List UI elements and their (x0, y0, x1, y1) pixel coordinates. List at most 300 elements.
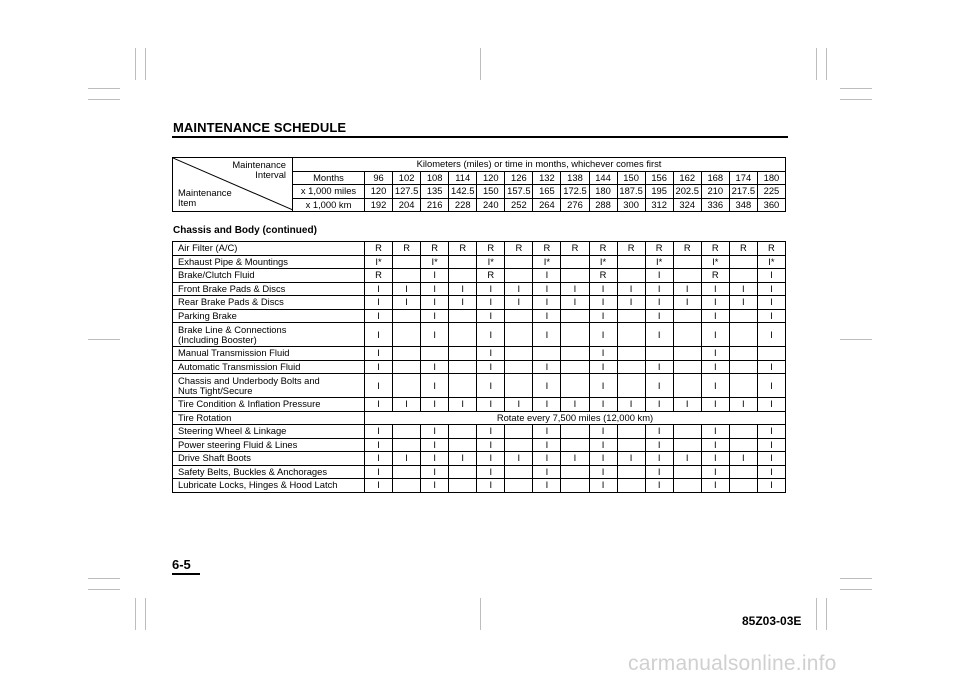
crop-mark (88, 578, 120, 579)
item-value-cell: I (617, 282, 645, 296)
item-value-cell: I (477, 296, 505, 310)
item-name-cell: Tire Rotation (173, 411, 365, 425)
item-value-cell (421, 347, 449, 361)
interval-value-cell: 132 (533, 171, 561, 185)
interval-value-cell: 210 (701, 185, 729, 199)
crop-mark (840, 589, 872, 590)
item-value-cell (729, 465, 757, 479)
item-value-cell (729, 269, 757, 283)
item-value-cell (449, 269, 477, 283)
item-value-cell: R (589, 242, 617, 256)
interval-value-cell: 165 (533, 185, 561, 199)
item-name-cell: Lubricate Locks, Hinges & Hood Latch (173, 479, 365, 493)
item-value-cell (561, 374, 589, 398)
interval-heading: Kilometers (miles) or time in months, whichever comes first (293, 158, 786, 172)
item-name-cell: Air Filter (A/C) (173, 242, 365, 256)
item-value-cell (449, 255, 477, 269)
item-value-cell: I (757, 296, 785, 310)
item-value-cell (617, 425, 645, 439)
item-value-cell: I (561, 452, 589, 466)
interval-value-cell: 142.5 (449, 185, 477, 199)
item-value-cell: I (589, 296, 617, 310)
item-value-cell: R (365, 242, 393, 256)
item-value-cell: I (701, 323, 729, 347)
item-value-cell: I (757, 398, 785, 412)
interval-row-label: x 1,000 miles (293, 185, 365, 199)
item-value-cell (729, 347, 757, 361)
item-value-cell (673, 465, 701, 479)
item-value-cell: I (365, 374, 393, 398)
interval-value-cell: 127.5 (393, 185, 421, 199)
item-value-cell: I (365, 465, 393, 479)
item-value-cell: R (505, 242, 533, 256)
item-value-cell: I (701, 374, 729, 398)
item-value-cell: I (533, 438, 561, 452)
item-span-cell: Rotate every 7,500 miles (12,000 km) (365, 411, 786, 425)
item-name-cell: Automatic Transmission Fluid (173, 360, 365, 374)
interval-value-cell: 312 (645, 198, 673, 212)
item-value-cell: I (589, 360, 617, 374)
interval-value-cell: 360 (757, 198, 785, 212)
item-value-cell (729, 374, 757, 398)
item-value-cell: I (589, 465, 617, 479)
interval-value-cell: 276 (561, 198, 589, 212)
item-value-cell: I* (477, 255, 505, 269)
interval-row-label: Months (293, 171, 365, 185)
item-value-cell (673, 309, 701, 323)
item-value-cell: I (645, 425, 673, 439)
item-value-cell: I (673, 398, 701, 412)
item-value-cell: I (421, 269, 449, 283)
item-value-cell: R (757, 242, 785, 256)
item-value-cell: I (645, 398, 673, 412)
item-value-cell: I (533, 425, 561, 439)
crop-mark (840, 99, 872, 100)
item-value-cell (505, 479, 533, 493)
item-name-cell: Manual Transmission Fluid (173, 347, 365, 361)
item-value-cell: I (589, 347, 617, 361)
item-value-cell: I (757, 452, 785, 466)
item-value-cell: I (505, 452, 533, 466)
item-value-cell: I (477, 323, 505, 347)
item-value-cell: I (645, 282, 673, 296)
item-value-cell: I (477, 438, 505, 452)
corner-label-line: Interval (255, 169, 286, 180)
section-title: Chassis and Body (continued) (173, 225, 317, 236)
interval-value-cell: 120 (477, 171, 505, 185)
item-value-cell (449, 465, 477, 479)
document-code: 85Z03-03E (742, 614, 802, 628)
item-value-cell: I (757, 360, 785, 374)
table-row (173, 438, 786, 452)
interval-value-cell: 240 (477, 198, 505, 212)
interval-value-cell: 217.5 (729, 185, 757, 199)
item-value-cell (505, 465, 533, 479)
table-row (173, 309, 786, 323)
item-value-cell (449, 374, 477, 398)
interval-value-cell: 300 (617, 198, 645, 212)
item-name-cell: Drive Shaft Boots (173, 452, 365, 466)
item-value-cell: I (421, 296, 449, 310)
item-value-cell: I (477, 425, 505, 439)
item-value-cell: I (757, 479, 785, 493)
item-value-cell: I (365, 425, 393, 439)
item-value-cell: I (673, 452, 701, 466)
item-value-cell: I (757, 269, 785, 283)
item-name-cell: Brake/Clutch Fluid (173, 269, 365, 283)
interval-value-cell: 156 (645, 171, 673, 185)
interval-value-cell: 126 (505, 171, 533, 185)
interval-value-cell: 336 (701, 198, 729, 212)
corner-label-line: Item (178, 197, 197, 208)
crop-mark (840, 339, 872, 340)
item-value-cell: I (729, 398, 757, 412)
item-value-cell: I (477, 347, 505, 361)
item-value-cell (673, 479, 701, 493)
item-value-cell (393, 269, 421, 283)
item-value-cell: I (589, 282, 617, 296)
item-value-cell (505, 374, 533, 398)
table-row (173, 282, 786, 296)
item-value-cell (617, 374, 645, 398)
item-value-cell: I (645, 269, 673, 283)
item-value-cell: I (421, 452, 449, 466)
item-value-cell (729, 309, 757, 323)
item-value-cell: R (365, 269, 393, 283)
interval-value-cell: 172.5 (561, 185, 589, 199)
item-value-cell: I (477, 479, 505, 493)
corner-interval-label (232, 160, 286, 180)
corner-label-line: Maintenance (178, 187, 232, 198)
item-value-cell (617, 309, 645, 323)
crop-mark (480, 48, 481, 80)
crop-mark (840, 88, 872, 89)
item-value-cell: I (365, 438, 393, 452)
item-value-cell: I (421, 438, 449, 452)
crop-mark (816, 598, 817, 630)
item-value-cell: I (477, 374, 505, 398)
item-value-cell: R (421, 242, 449, 256)
item-value-cell: I (673, 296, 701, 310)
item-value-cell (393, 360, 421, 374)
item-value-cell: I (477, 309, 505, 323)
crop-mark (135, 598, 136, 630)
item-value-cell: I (421, 323, 449, 347)
table-row (173, 411, 786, 425)
table-row (173, 479, 786, 493)
item-value-cell (673, 374, 701, 398)
item-value-cell (505, 438, 533, 452)
table-row (173, 374, 786, 398)
item-value-cell: I (589, 438, 617, 452)
item-value-cell: R (477, 269, 505, 283)
crop-mark (88, 88, 120, 89)
item-value-cell: I (421, 374, 449, 398)
item-value-cell: I (701, 309, 729, 323)
interval-heading-row (173, 158, 786, 172)
item-value-cell (561, 360, 589, 374)
item-value-cell: R (449, 242, 477, 256)
interval-value-cell: 324 (673, 198, 701, 212)
item-value-cell (673, 438, 701, 452)
item-value-cell: I (505, 296, 533, 310)
item-value-cell (505, 309, 533, 323)
item-value-cell: R (393, 242, 421, 256)
item-value-cell (505, 269, 533, 283)
item-value-cell: I (589, 425, 617, 439)
item-name-cell: Safety Belts, Buckles & Anchorages (173, 465, 365, 479)
table-row (173, 398, 786, 412)
item-value-cell (561, 425, 589, 439)
item-value-cell: I (757, 438, 785, 452)
item-value-cell: I (365, 479, 393, 493)
item-value-cell: R (673, 242, 701, 256)
table-row (173, 452, 786, 466)
interval-value-cell: 180 (757, 171, 785, 185)
interval-value-cell: 144 (589, 171, 617, 185)
item-value-cell: I (561, 282, 589, 296)
table-row (173, 269, 786, 283)
item-value-cell (393, 309, 421, 323)
item-value-cell: R (729, 242, 757, 256)
interval-value-cell: 192 (365, 198, 393, 212)
item-value-cell: I (533, 323, 561, 347)
item-value-cell (673, 255, 701, 269)
item-value-cell (393, 374, 421, 398)
item-value-cell: R (617, 242, 645, 256)
item-value-cell: I* (365, 255, 393, 269)
item-value-cell (617, 347, 645, 361)
crop-mark (135, 48, 136, 80)
item-value-cell (561, 347, 589, 361)
interval-value-cell: 228 (449, 198, 477, 212)
item-value-cell (505, 360, 533, 374)
table-row (173, 296, 786, 310)
item-value-cell (449, 360, 477, 374)
item-name-line: Brake Line & Connections (178, 323, 287, 335)
item-value-cell (617, 479, 645, 493)
item-value-cell: I (757, 309, 785, 323)
item-value-cell: I (449, 282, 477, 296)
item-value-cell: I (421, 360, 449, 374)
item-value-cell (393, 479, 421, 493)
crop-mark (826, 598, 827, 630)
item-value-cell: R (477, 242, 505, 256)
item-value-cell: I (729, 296, 757, 310)
item-value-cell: I* (421, 255, 449, 269)
item-value-cell: I (477, 465, 505, 479)
item-value-cell: I (701, 425, 729, 439)
item-value-cell: I (505, 398, 533, 412)
item-value-cell: I (645, 374, 673, 398)
interval-value-cell: 204 (393, 198, 421, 212)
item-value-cell (673, 360, 701, 374)
interval-value-cell: 202.5 (673, 185, 701, 199)
item-value-cell (729, 323, 757, 347)
item-value-cell (449, 479, 477, 493)
item-value-cell (561, 309, 589, 323)
item-value-cell: I (477, 360, 505, 374)
item-value-cell: I (729, 282, 757, 296)
item-value-cell: I (589, 374, 617, 398)
item-value-cell (505, 425, 533, 439)
interval-value-cell: 138 (561, 171, 589, 185)
item-value-cell: I* (645, 255, 673, 269)
item-value-cell (561, 323, 589, 347)
interval-value-cell: 150 (617, 171, 645, 185)
item-value-cell (449, 347, 477, 361)
item-value-cell: I (589, 323, 617, 347)
item-value-cell: I (701, 296, 729, 310)
item-value-cell (449, 425, 477, 439)
item-value-cell (617, 465, 645, 479)
item-value-cell: I (589, 479, 617, 493)
item-value-cell: I (701, 452, 729, 466)
item-value-cell (617, 255, 645, 269)
item-value-cell: R (701, 269, 729, 283)
item-name-cell: Front Brake Pads & Discs (173, 282, 365, 296)
item-value-cell: I* (589, 255, 617, 269)
table-row (173, 465, 786, 479)
table-row (173, 242, 786, 256)
item-name-cell: Exhaust Pipe & Mountings (173, 255, 365, 269)
item-value-cell: I (365, 452, 393, 466)
interval-value-cell: 135 (421, 185, 449, 199)
item-value-cell: I (533, 269, 561, 283)
item-value-cell: I (589, 452, 617, 466)
item-value-cell: I (393, 282, 421, 296)
item-value-cell: I (701, 479, 729, 493)
item-value-cell: I (533, 282, 561, 296)
interval-value-cell: 216 (421, 198, 449, 212)
crop-mark (145, 48, 146, 80)
item-value-cell: I (561, 398, 589, 412)
item-value-cell (561, 269, 589, 283)
item-value-cell: I (533, 360, 561, 374)
item-value-cell: I (505, 282, 533, 296)
interval-value-cell: 150 (477, 185, 505, 199)
item-value-cell (533, 347, 561, 361)
interval-value-cell: 195 (645, 185, 673, 199)
item-value-cell: I* (757, 255, 785, 269)
corner-item-label (178, 188, 232, 208)
item-value-cell (561, 465, 589, 479)
item-value-cell: I (757, 323, 785, 347)
item-value-cell (673, 425, 701, 439)
item-name-cell (173, 374, 365, 398)
item-value-cell: I (533, 309, 561, 323)
item-value-cell: I (701, 282, 729, 296)
item-value-cell: I* (701, 255, 729, 269)
item-value-cell: I (701, 347, 729, 361)
item-value-cell: I (365, 347, 393, 361)
item-value-cell: I (477, 282, 505, 296)
item-value-cell: I (365, 398, 393, 412)
item-value-cell: I (533, 465, 561, 479)
item-value-cell: I (673, 282, 701, 296)
item-value-cell: I (421, 465, 449, 479)
item-value-cell (449, 309, 477, 323)
corner-label-line: Maintenance (232, 159, 286, 170)
item-value-cell (729, 438, 757, 452)
item-name-line: Chassis and Underbody Bolts and (178, 374, 320, 386)
item-value-cell (673, 323, 701, 347)
item-value-cell: I (645, 323, 673, 347)
item-value-cell: I (645, 465, 673, 479)
item-value-cell: I (365, 282, 393, 296)
interval-value-cell: 114 (449, 171, 477, 185)
item-value-cell (393, 425, 421, 439)
item-value-cell (393, 438, 421, 452)
interval-row-label: x 1,000 km (293, 198, 365, 212)
item-name-cell: Tire Condition & Inflation Pressure (173, 398, 365, 412)
item-value-cell (617, 438, 645, 452)
item-value-cell (505, 323, 533, 347)
item-value-cell: I (365, 360, 393, 374)
interval-value-cell: 348 (729, 198, 757, 212)
item-value-cell: I (365, 296, 393, 310)
item-value-cell (645, 347, 673, 361)
item-value-cell (505, 255, 533, 269)
item-value-cell: I (421, 479, 449, 493)
item-value-cell: I (449, 452, 477, 466)
item-value-cell: I (393, 452, 421, 466)
table-row (173, 347, 786, 361)
item-value-cell: I (533, 398, 561, 412)
page-title: MAINTENANCE SCHEDULE (173, 120, 347, 135)
crop-mark (816, 48, 817, 80)
interval-value-cell: 157.5 (505, 185, 533, 199)
item-value-cell: I (729, 452, 757, 466)
item-value-cell (673, 347, 701, 361)
item-name-cell (173, 323, 365, 347)
table-row (173, 323, 786, 347)
item-value-cell: I (421, 309, 449, 323)
item-value-cell: R (533, 242, 561, 256)
item-value-cell: I (757, 374, 785, 398)
item-value-cell (393, 465, 421, 479)
item-value-cell: I (533, 296, 561, 310)
interval-value-cell: 162 (673, 171, 701, 185)
item-value-cell: I (393, 296, 421, 310)
crop-mark (88, 589, 120, 590)
item-value-cell: I (589, 309, 617, 323)
item-value-cell (505, 347, 533, 361)
item-value-cell: I (421, 398, 449, 412)
interval-corner-cell (173, 158, 293, 212)
item-value-cell: I (757, 465, 785, 479)
item-value-cell (561, 255, 589, 269)
table-row (173, 360, 786, 374)
item-value-cell (673, 269, 701, 283)
item-name-line: Nuts Tight/Secure (178, 384, 253, 396)
item-value-cell: R (645, 242, 673, 256)
item-value-cell: I (477, 398, 505, 412)
item-value-cell: I (701, 438, 729, 452)
item-value-cell: I (757, 282, 785, 296)
interval-value-cell: 102 (393, 171, 421, 185)
item-value-cell (393, 347, 421, 361)
item-value-cell: I (393, 398, 421, 412)
interval-value-cell: 174 (729, 171, 757, 185)
crop-mark (840, 578, 872, 579)
item-value-cell (757, 347, 785, 361)
item-value-cell (729, 255, 757, 269)
item-value-cell: I (533, 479, 561, 493)
item-value-cell (393, 255, 421, 269)
item-value-cell: I (449, 296, 477, 310)
item-value-cell: I (365, 309, 393, 323)
